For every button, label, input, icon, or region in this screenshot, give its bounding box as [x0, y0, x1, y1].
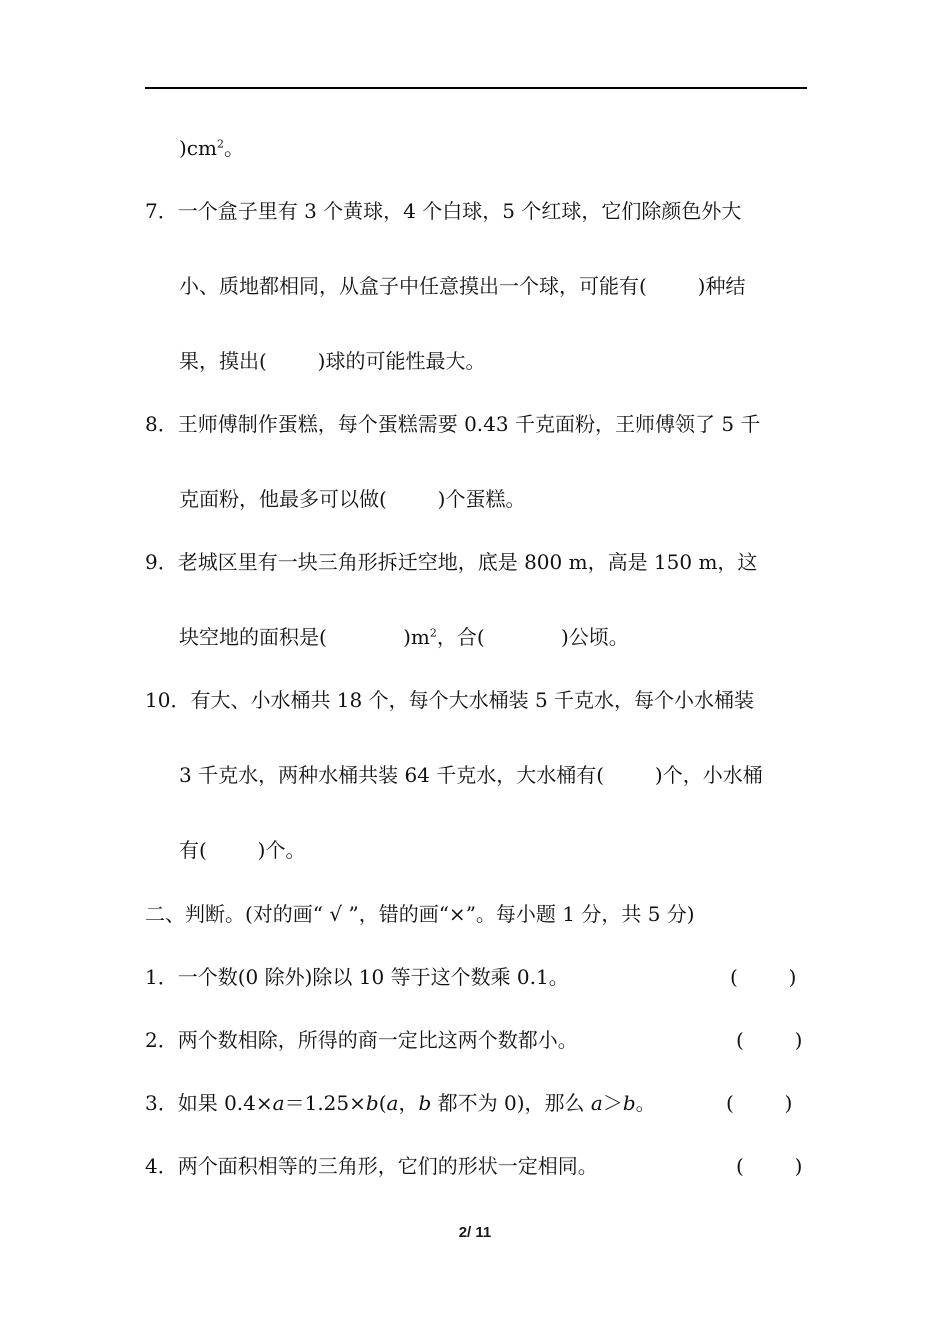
question-10-line-3: 有( )个。	[179, 838, 306, 862]
answer-bracket-4: ( )	[736, 1154, 803, 1178]
header-rule	[145, 87, 807, 89]
question-8-line-1: 8．王师傅制作蛋糕，每个蛋糕需要 0.43 千克面粉，王师傅领了 5 千	[145, 412, 761, 436]
question-7-line-2: 小、质地都相同，从盒子中任意摸出一个球，可能有( )种结	[179, 274, 746, 298]
question-7-line-3: 果，摸出( )球的可能性最大。	[179, 349, 486, 373]
judgment-item-2: 2．两个数相除，所得的商一定比这两个数都小。	[145, 1028, 578, 1052]
question-10-line-2: 3 千克水，两种水桶共装 64 千克水，大水桶有( )个，小水桶	[179, 763, 763, 787]
section-2-heading: 二、判断。(对的画“ √ ”，错的画“×”。每小题 1 分，共 5 分)	[145, 902, 695, 926]
judgment-item-3: 3．如果 0.4×a＝1.25×b(a，b 都不为 0)，那么 a＞b。	[145, 1091, 656, 1115]
question-9-line-1: 9．老城区里有一块三角形拆迁空地，底是 800 m，高是 150 m，这	[145, 550, 758, 574]
question-9-line-2: 块空地的面积是( )$m^2$，合( )公顷。	[179, 625, 629, 649]
question-10-line-1: 10．有大、小水桶共 18 个，每个大水桶装 5 千克水，每个小水桶装	[145, 688, 755, 712]
page-number: 2/ 11	[458, 1224, 492, 1241]
answer-bracket-3: ( )	[726, 1091, 793, 1115]
judgment-item-4: 4．两个面积相等的三角形，它们的形状一定相同。	[145, 1154, 598, 1178]
continued-line: )$cm^2$。	[179, 136, 244, 160]
judgment-item-1: 1．一个数(0 除外)除以 10 等于这个数乘 0.1。	[145, 965, 569, 989]
answer-bracket-2: ( )	[736, 1028, 803, 1052]
question-8-line-2: 克面粉，他最多可以做( )个蛋糕。	[179, 487, 526, 511]
answer-bracket-1: ( )	[730, 965, 797, 989]
question-7-line-1: 7．一个盒子里有 3 个黄球，4 个白球，5 个红球，它们除颜色外大	[145, 199, 742, 223]
